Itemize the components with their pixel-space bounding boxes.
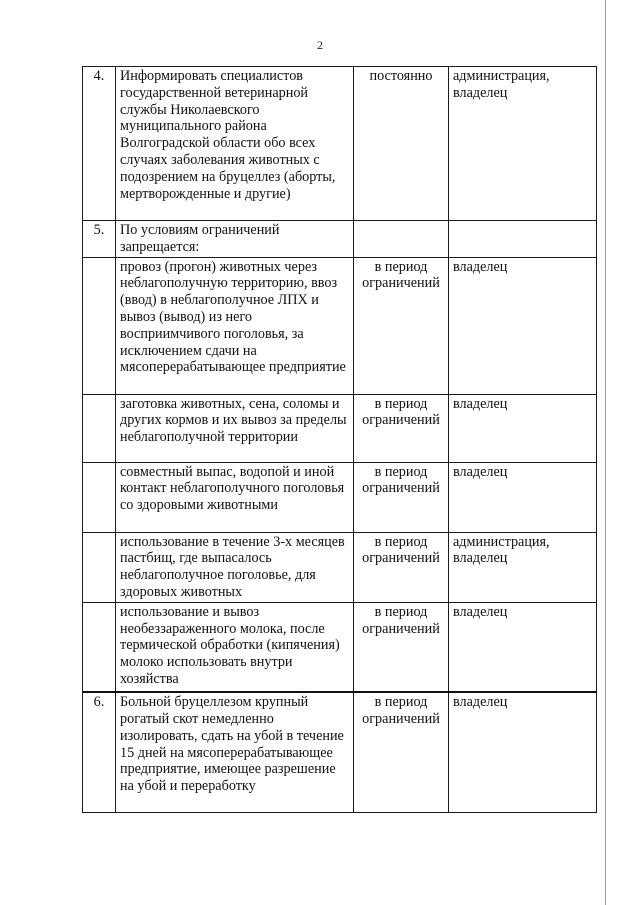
measure-responsible: администрация, владелец <box>449 532 597 602</box>
table-row-5-2 <box>83 394 597 462</box>
measure-text: провоз (прогон) животных через неблагополучную территорию, ввоз (ввод) в неблагополучное ЛПХ и вывоз (вывод) из него восприимчивого поголовья, за исключением сдачи на мясоперерабатывающее предприятие <box>116 257 354 394</box>
row-number: 6. <box>83 692 116 812</box>
row-number: 4. <box>83 67 116 221</box>
table-row-6 <box>83 692 597 812</box>
table-row-5-5 <box>83 602 597 692</box>
measure-term: в период ограничений <box>354 462 449 532</box>
page-number: 2 <box>317 38 323 52</box>
measure-responsible: администрация, владелец <box>449 67 597 221</box>
table-row-5-1 <box>83 257 597 394</box>
measure-text: использование и вывоз необеззараженного молока, после термической обработки (кипячения) молоко использовать внутри хозяйства <box>116 602 354 692</box>
measure-responsible: владелец <box>449 394 597 462</box>
measure-responsible: владелец <box>449 602 597 692</box>
measure-term: в период ограничений <box>354 602 449 692</box>
page-edge-line <box>605 0 606 905</box>
row-number <box>83 257 116 394</box>
measure-responsible: владелец <box>449 462 597 532</box>
measure-text: совместный выпас, водопой и иной контакт неблагополучного поголовья со здоровыми животными <box>116 462 354 532</box>
measure-responsible: владелец <box>449 257 597 394</box>
measure-term: в период ограничений <box>354 692 449 812</box>
measure-term: в период ограничений <box>354 532 449 602</box>
measure-text: Больной бруцеллезом крупный рогатый скот немедленно изолировать, сдать на убой в течение 15 дней на мясоперерабатывающее предприятие, имеющее разрешение на убой и переработку <box>116 692 354 812</box>
measure-text: По условиям ограничений запрещается: <box>116 221 354 258</box>
table-row-4 <box>83 67 597 221</box>
measure-text: использование в течение 3-х месяцев пастбищ, где выпасалось неблагополучное поголовье, для здоровых животных <box>116 532 354 602</box>
row-number <box>83 602 116 692</box>
row-number <box>83 462 116 532</box>
measure-responsible <box>449 221 597 258</box>
measure-text: Информировать специалистов государственной ветеринарной службы Николаевского муниципального района Волгоградской области обо всех случаях заболевания животных с подозрением на бруцеллез (аборты, мертворожденные и другие) <box>116 67 354 221</box>
measure-term <box>354 221 449 258</box>
row-number <box>83 532 116 602</box>
measures-table <box>82 66 597 813</box>
measure-text: заготовка животных, сена, соломы и других кормов и их вывоз за пределы неблагополучной территории <box>116 394 354 462</box>
row-number <box>83 394 116 462</box>
row-number: 5. <box>83 221 116 258</box>
table-row-5 <box>83 221 597 258</box>
measure-responsible: владелец <box>449 692 597 812</box>
measure-term: в период ограничений <box>354 394 449 462</box>
measure-term: постоянно <box>354 67 449 221</box>
measure-term: в период ограничений <box>354 257 449 394</box>
table-row-5-4 <box>83 532 597 602</box>
table-row-5-3 <box>83 462 597 532</box>
